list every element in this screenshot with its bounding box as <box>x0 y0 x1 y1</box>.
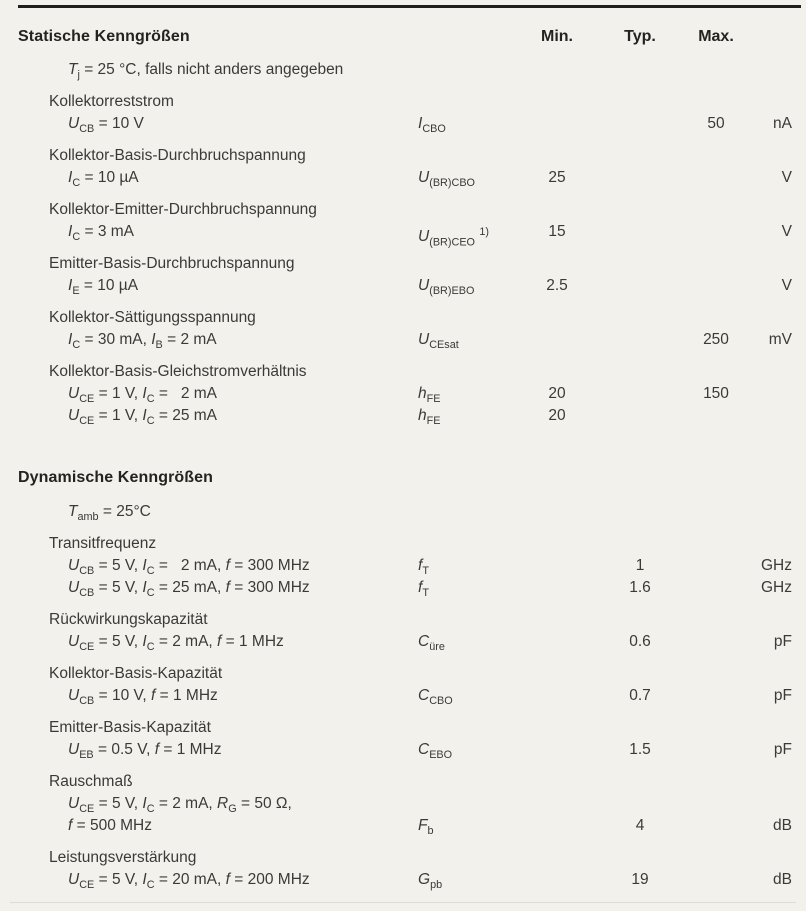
unit-cell <box>748 405 792 432</box>
unit-cell: V <box>781 276 792 294</box>
typ-cell: 4 <box>635 816 645 834</box>
typ-cell <box>596 113 684 140</box>
condition-cell: $U_{CB} = 10$ V <box>68 114 144 135</box>
parameter-label: Rückwirkungskapazität <box>49 610 208 628</box>
unit-cell: pF <box>773 740 792 758</box>
min-cell <box>518 739 596 766</box>
unit-cell: dB <box>773 870 792 888</box>
max-cell: 150 <box>703 384 729 402</box>
min-cell: 15 <box>548 222 566 240</box>
table-row <box>0 869 806 891</box>
unit-cell: V <box>781 222 792 240</box>
min-cell <box>518 113 596 140</box>
max-cell <box>684 167 748 194</box>
parameter-group <box>0 361 806 427</box>
symbol-cell: $G_{pb}$ <box>418 870 443 891</box>
table-row <box>0 167 806 189</box>
max-cell <box>684 275 748 302</box>
symbol-cell: $C_{EBO}$ <box>418 740 453 761</box>
column-header-typ: Typ. <box>624 27 656 45</box>
condition-cell: $U_{CB} = 5$ V, $I_C$ = 2 mA, f = 300 MHz <box>68 556 310 577</box>
column-header-max: Max. <box>698 27 734 45</box>
parameter-group <box>0 847 806 891</box>
min-cell <box>518 631 596 658</box>
static-section-header <box>0 27 806 47</box>
typ-cell <box>596 167 684 194</box>
parameter-label: Kollektorreststrom <box>49 92 174 110</box>
static-conditions-note: $T_j = 25$ °C, falls nicht anders angegeben <box>68 60 344 81</box>
unit-cell: mV <box>768 330 792 348</box>
parameter-label: Emitter-Basis-Kapazität <box>49 718 211 736</box>
max-cell <box>684 739 748 766</box>
parameter-group <box>0 307 806 351</box>
max-cell: 50 <box>707 114 725 132</box>
condition-cell: $U_{CB} = 10$ V, f = 1 MHz <box>68 686 218 707</box>
typ-cell: 0.7 <box>629 686 651 704</box>
symbol-cell: $h_{FE}$ <box>418 384 441 405</box>
symbol-cell: $U_{CEsat}$ <box>418 330 459 351</box>
parameter-group <box>0 771 806 837</box>
condition-cell: $U_{CB} = 5$ V, $I_C = 25$ mA, f = 300 MHz <box>68 578 310 599</box>
typ-cell <box>596 221 684 253</box>
min-cell <box>518 685 596 712</box>
table-row <box>0 383 806 405</box>
parameter-label: Leistungsverstärkung <box>49 848 197 866</box>
bottom-rule <box>10 902 796 903</box>
parameter-group <box>0 717 806 761</box>
parameter-group <box>0 91 806 135</box>
max-cell <box>684 577 748 604</box>
typ-cell <box>596 329 684 356</box>
column-header-min: Min. <box>541 27 573 45</box>
condition-cell: $I_E = 10$ µA <box>68 276 139 297</box>
typ-cell: 1.6 <box>629 578 651 596</box>
parameter-label: Kollektor-Basis-Gleichstromverhältnis <box>49 362 307 380</box>
typ-cell: 1.5 <box>629 740 651 758</box>
min-cell: 20 <box>548 384 566 402</box>
condition-cell: $U_{CE} = 5$ V, $I_C = 2$ mA, $R_G = 50$ Ω, <box>68 794 292 815</box>
max-cell <box>684 221 748 253</box>
condition-cell: $U_{EB} = 0.5$ V, f = 1 MHz <box>68 740 222 761</box>
spacer <box>748 27 792 47</box>
min-cell <box>518 869 596 896</box>
parameter-group <box>0 663 806 707</box>
condition-cell: $I_C = 30$ mA, $I_B = 2$ mA <box>68 330 217 351</box>
min-cell <box>518 815 596 842</box>
table-row <box>0 577 806 599</box>
parameter-label: Kollektor-Emitter-Durchbruchspannung <box>49 200 317 218</box>
typ-cell <box>596 405 684 432</box>
parameter-group <box>0 145 806 189</box>
symbol-cell: $F_b$ <box>418 816 434 837</box>
typ-cell: 19 <box>631 870 649 888</box>
symbol-cell: $U_{(BR)EBO}$ <box>418 276 475 297</box>
section-title-dynamic: Dynamische Kenngrößen <box>18 468 214 486</box>
table-row <box>0 405 806 427</box>
condition-cell: $U_{CE} = 5$ V, $I_C = 2$ mA, f = 1 MHz <box>68 632 284 653</box>
max-cell <box>684 405 748 432</box>
parameter-group <box>0 533 806 599</box>
condition-cell: $I_C = 10$ µA <box>68 168 139 189</box>
typ-cell: 0.6 <box>629 632 651 650</box>
table-row <box>0 815 806 837</box>
unit-cell: GHz <box>761 578 792 596</box>
condition-cell: $I_C = 3$ mA <box>68 222 134 243</box>
dynamic-conditions-note: $T_{amb} = 25^\circ C$ <box>68 502 151 523</box>
parameter-label: Kollektor-Basis-Durchbruchspannung <box>49 146 306 164</box>
table-row <box>0 329 806 351</box>
min-cell: 25 <box>548 168 566 186</box>
unit-cell: GHz <box>761 556 792 574</box>
max-cell: 250 <box>703 330 729 348</box>
table-row <box>0 739 806 761</box>
unit-cell: dB <box>773 816 792 834</box>
condition-cell: f = 500 MHz <box>68 816 152 834</box>
typ-cell: 1 <box>635 556 645 574</box>
table-row <box>0 221 806 248</box>
typ-cell <box>596 275 684 302</box>
min-cell <box>518 577 596 604</box>
min-cell <box>518 329 596 356</box>
symbol-cell: $f_T$ <box>418 556 429 577</box>
parameter-label: Emitter-Basis-Durchbruchspannung <box>49 254 295 272</box>
table-row <box>0 275 806 297</box>
table-row <box>0 113 806 135</box>
top-rule <box>18 5 801 8</box>
symbol-cell: $C_{CBO}$ <box>418 686 453 707</box>
parameter-group <box>0 253 806 297</box>
symbol-cell: $h_{FE}$ <box>418 406 441 427</box>
max-cell <box>684 631 748 658</box>
parameter-group <box>0 199 806 248</box>
min-cell: 2.5 <box>546 276 568 294</box>
symbol-cell: $U_{(BR)CBO}$ <box>418 168 475 189</box>
max-cell <box>684 685 748 712</box>
unit-cell: nA <box>773 114 792 132</box>
table-row <box>0 555 806 577</box>
parameter-label: Rauschmaß <box>49 772 133 790</box>
parameter-label: Kollektor-Basis-Kapazität <box>49 664 223 682</box>
symbol-cell: $I_{CBO}$ <box>418 114 446 135</box>
unit-cell: pF <box>773 686 792 704</box>
table-row <box>0 685 806 707</box>
unit-cell: pF <box>773 632 792 650</box>
section-title-static: Statische Kenngrößen <box>18 27 190 45</box>
parameter-label: Transitfrequenz <box>49 534 157 552</box>
max-cell <box>684 815 748 842</box>
table-row <box>0 793 806 815</box>
min-cell: 20 <box>548 406 566 424</box>
condition-cell: $U_{CE} = 1$ V, $I_C = 25$ mA <box>68 406 218 427</box>
symbol-cell: $f_T$ <box>418 578 429 599</box>
parameter-group <box>0 609 806 653</box>
unit-cell: V <box>781 168 792 186</box>
symbol-cell: $C_{üre}$ <box>418 632 445 653</box>
spacer <box>418 27 518 47</box>
table-row <box>0 631 806 653</box>
symbol-cell: $U_{(BR)CEO}$ $^{1)}$ <box>418 225 489 248</box>
condition-cell: $U_{CE} = 1$ V, $I_C$ = 2 mA <box>68 384 218 405</box>
parameter-label: Kollektor-Sättigungsspannung <box>49 308 256 326</box>
max-cell <box>684 869 748 896</box>
condition-cell: $U_{CE} = 5$ V, $I_C = 20$ mA, f = 200 MHz <box>68 870 310 891</box>
